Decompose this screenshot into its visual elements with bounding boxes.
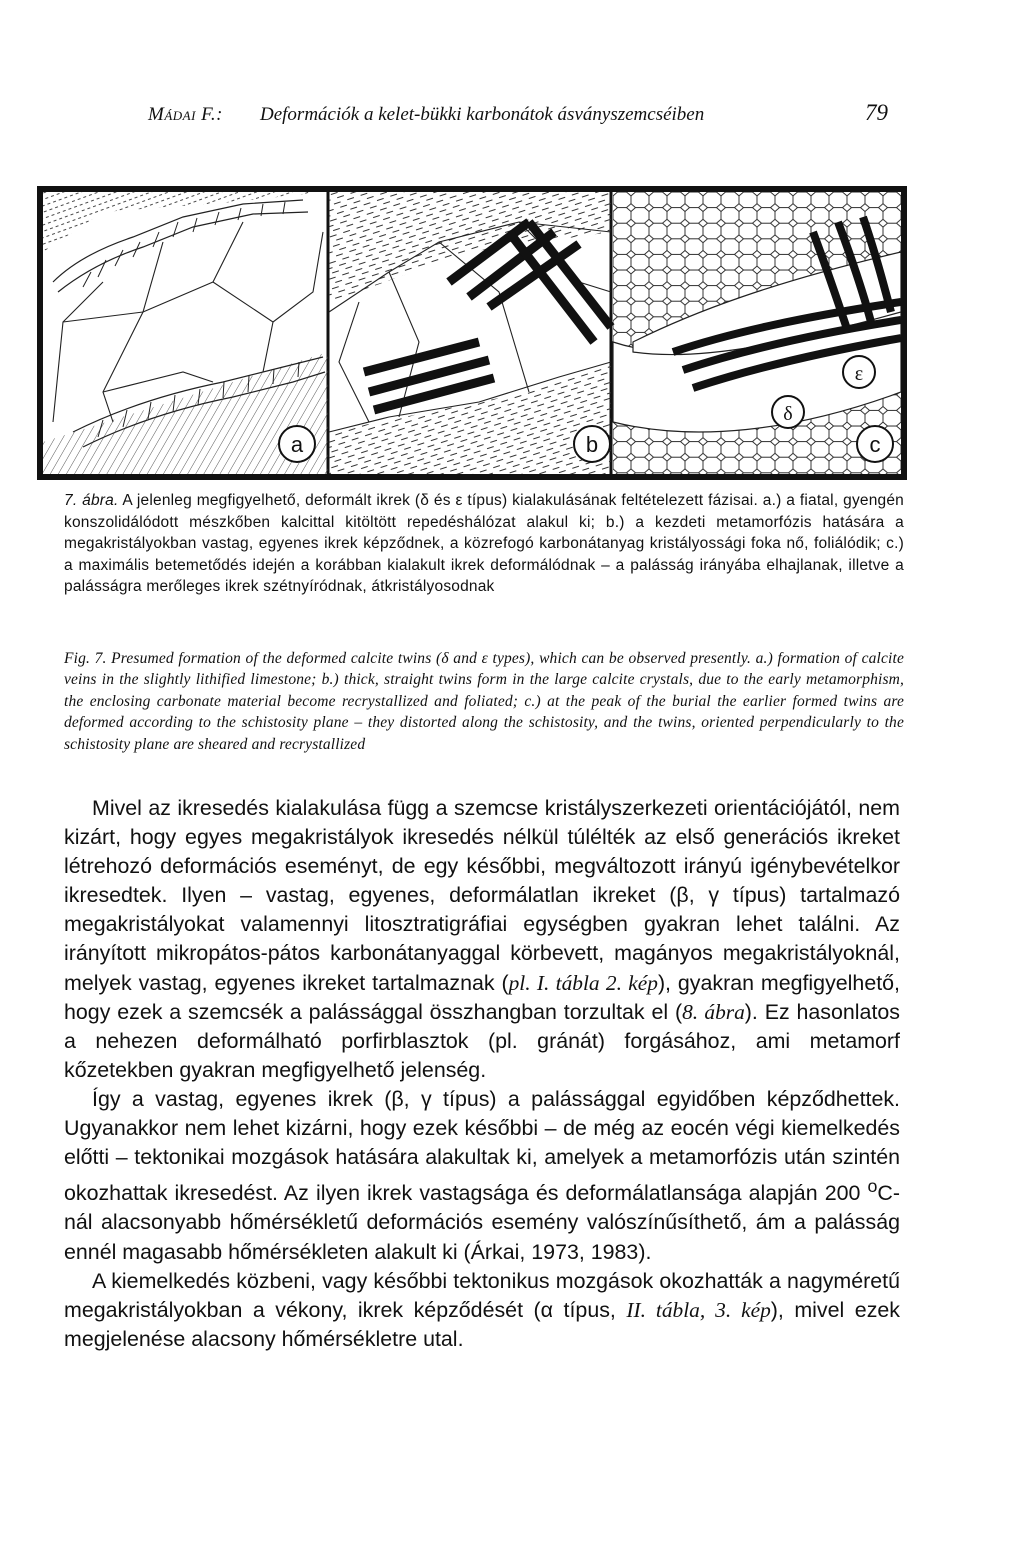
caption-hu-label: 7. ábra. (64, 492, 119, 509)
figure-caption-hungarian (64, 490, 904, 598)
figure-7 (37, 186, 907, 480)
paragraph-1-part-b: ), gyakran megfigyelhető, hogy ezek a szemcsék a palássággal összhangban torzultak el ( (64, 970, 900, 1024)
paragraph-3-part-a: A kiemelkedés közbeni, vagy későbbi tektonikus mozgások okozhatták a nagyméretű megakristályokban a vékony, ikrek képződését (α típus, (64, 1268, 900, 1322)
paragraph-2-part-a: Így a vastag, egyenes ikrek (β, γ típus) a palássággal egyidőben képződhettek. Ugyanakkor nem lehet kizárni, hogy ezek későbbi – de még az eocén végi kiemelkedés előtti – tektonikai mozgások hatására alakultak ki, amelyek a metamorfózis után szintén okozhattak ikresedést. Az ilyen ikrek vastagsága és deformálatlansága alapján 200 (64, 1086, 900, 1206)
degree-superscript: o (867, 1176, 878, 1197)
header-title: Deformációk a kelet-bükki karbonátok ásványszemcséiben (260, 104, 705, 125)
figure-reference: 8. ábra (682, 999, 745, 1024)
panel-label-c: c (869, 432, 881, 457)
figure-7-drawing (43, 192, 901, 474)
running-header (148, 100, 888, 130)
caption-hu-text: A jelenleg megfigyelhető, deformált ikrek (δ és ε típus) kialakulásának feltételezett fázisai. a.) a fiatal, gyengén konszolidálódott mészkőben kalcittal kitöltött repedéshálózat alakul ki; b.) a kezdeti metamorfózis hatására a megakristályokban vastag, egyenes ikrek képződnek, a közrefogó karbonátanyag kristályossági foka nő, foliálódik; c.) a maximális betemetődés idején a korábban kialakult ikrek deformálódnak – a palásság irányába elhajlanak, illetve a palásságra merőleges ikrek szétnyíródnak, átkristályosodnak (64, 492, 904, 596)
header-author: Mádai F.: (148, 104, 223, 125)
plate-reference-2: II. tábla, 3. kép (626, 1297, 771, 1322)
paragraph-1-part-c: ). Ez hasonlatos a nehezen deformálható porfirblasztok (pl. gránát) forgásához, ami metamorf kőzetekben gyakran megfigyelhető jelenség. (64, 999, 900, 1082)
panel-a (43, 192, 328, 474)
panel-label-b: b (585, 432, 599, 457)
figure-caption-english: Fig. 7. Presumed formation of the deformed calcite twins (δ and ε types), which can be observed presently. a.) formation of calcite veins in the slightly lithified limestone; b.) thick, straight twins form in the large calcite crystals, due to the early metamorphism, the enclosing carbonate material become recrystallized and foliated; c.) at the peak of the burial the earlier formed twins are deformed according to the schistosity plane – they distorted along the schistosity, and the twins, oriented perpendicularly to the schistosity plane are sheared and recrystallized (64, 650, 904, 753)
paragraph-2-part-b: C-nál alacsonyabb hőmérsékletű deformációs esemény valószínűsíthető, ám a palásság ennél magasabb hőmérsékleten alakult ki (Árkai, 1973, 1983). (64, 1181, 900, 1264)
paragraph-3 (64, 1267, 900, 1354)
paragraph-2 (64, 1085, 900, 1267)
paragraph-1-part-a: Mivel az ikresedés kialakulása függ a szemcse kristályszerkezeti orientációjától, nem kizárt, hogy egyes megakristályok ikresedés nélkül túlélték az első generációs ikreket létrehozó deformációs eseményt, de egy későbbi, megváltozott irányú igénybevételkor ikresedtek. Ilyen – vastag, egyenes, deformálatlan ikreket (β, γ típus) tartalmazó megakristályokat valamennyi litosztratigráfiai egységben gyakran lehet találni. Az irányított mikropátos-pátos karbonátanyaggal körbevett, magányos megakristályoknál, melyek vastag, egyenes ikreket tartalmaznak ( (64, 796, 900, 995)
panel-c (613, 192, 901, 474)
plate-reference: pl. I. tábla 2. kép (508, 970, 658, 995)
paragraph-1 (64, 794, 900, 1085)
twin-label-epsilon: ε (854, 363, 864, 385)
paragraph-3-part-b: ), mivel ezek megjelenése alacsony hőmérsékletre utal. (64, 1297, 900, 1351)
panel-b (329, 192, 611, 474)
twin-label-delta: δ (783, 403, 793, 425)
body-text (64, 794, 900, 1354)
panel-label-a: a (290, 432, 304, 457)
page-number: 79 (865, 100, 888, 125)
